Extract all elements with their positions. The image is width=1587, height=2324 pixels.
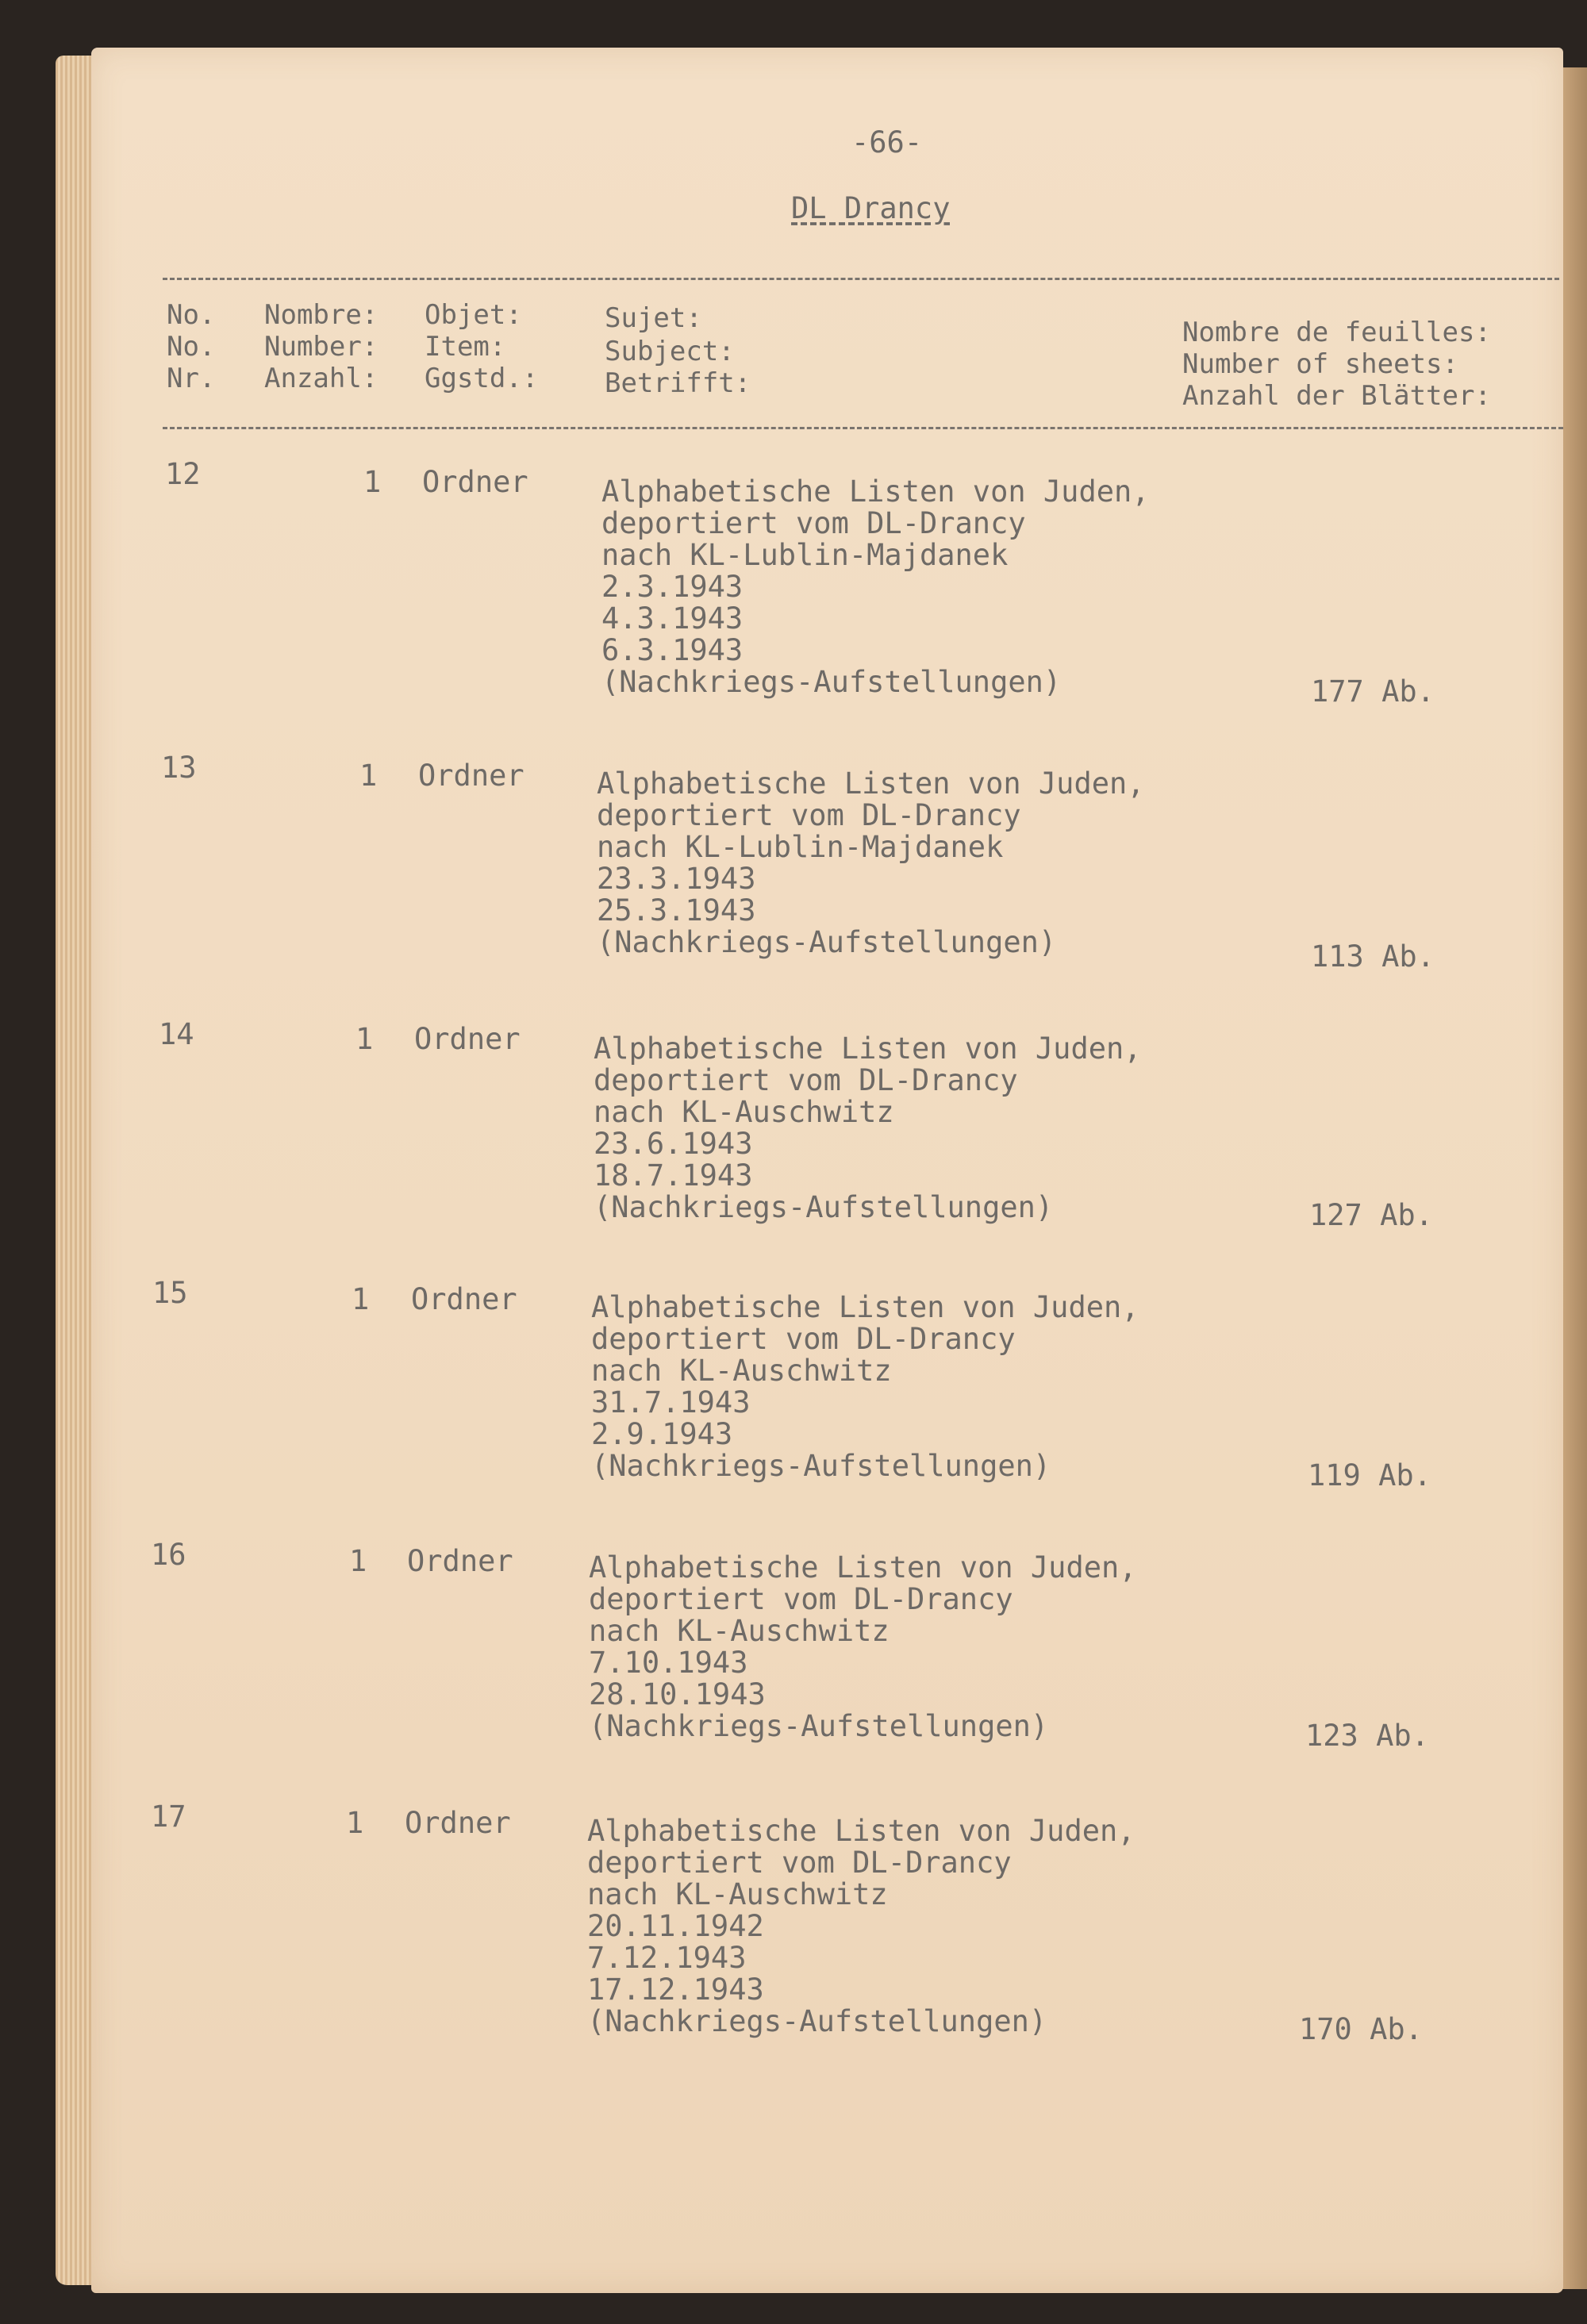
entry-subject-line: deportiert vom DL-Drancy bbox=[587, 1846, 1012, 1880]
entry-subject-line: Alphabetische Listen von Juden, bbox=[597, 766, 1145, 801]
entry-sheets: 119 Ab. bbox=[1308, 1458, 1431, 1492]
entry-subject-line: deportiert vom DL-Drancy bbox=[601, 506, 1026, 540]
entry-subject-line: 25.3.1943 bbox=[597, 893, 756, 928]
header-bottom-rule bbox=[163, 427, 1563, 429]
entry-subject-line: nach KL-Auschwitz bbox=[589, 1614, 890, 1648]
entry-sheets: 177 Ab. bbox=[1311, 674, 1435, 709]
entry-subject-line: Alphabetische Listen von Juden, bbox=[601, 474, 1150, 509]
entry-subject-line: Alphabetische Listen von Juden, bbox=[589, 1550, 1137, 1585]
entry-number: 15 bbox=[152, 1276, 188, 1310]
entry-subject-line: 17.12.1943 bbox=[587, 1973, 764, 2007]
entry-subject-line: (Nachkriegs-Aufstellungen) bbox=[587, 2004, 1047, 2038]
entry-number: 12 bbox=[165, 457, 201, 491]
entry-subject-line: deportiert vom DL-Drancy bbox=[594, 1063, 1018, 1097]
entry-item: Ordner bbox=[411, 1282, 517, 1316]
entry-subject-line: 23.6.1943 bbox=[594, 1127, 753, 1161]
entry-subject-line: deportiert vom DL-Drancy bbox=[591, 1322, 1016, 1356]
entry-subject-line: 20.11.1942 bbox=[587, 1909, 764, 1943]
entry-item: Ordner bbox=[414, 1022, 521, 1056]
entry-subject-line: (Nachkriegs-Aufstellungen) bbox=[594, 1190, 1054, 1224]
entry-subject-line: (Nachkriegs-Aufstellungen) bbox=[589, 1709, 1049, 1743]
entry-subject-line: deportiert vom DL-Drancy bbox=[597, 798, 1021, 832]
entry-subject-line: nach KL-Lublin-Majdanek bbox=[601, 538, 1009, 572]
entry-count: 1 bbox=[355, 1022, 374, 1056]
entry-subject-line: 2.9.1943 bbox=[591, 1417, 733, 1451]
entry-subject-line: nach KL-Auschwitz bbox=[594, 1095, 894, 1129]
entry-subject-line: 31.7.1943 bbox=[591, 1385, 751, 1419]
binding-edge bbox=[1562, 67, 1587, 2289]
entry-subject-line: nach KL-Auschwitz bbox=[587, 1877, 888, 1911]
entry-subject-line: nach KL-Auschwitz bbox=[591, 1354, 892, 1388]
entry-subject-line: 7.12.1943 bbox=[587, 1941, 747, 1975]
entry-sheets: 113 Ab. bbox=[1311, 939, 1435, 974]
entry-number: 16 bbox=[151, 1538, 186, 1572]
entry-subject-line: Alphabetische Listen von Juden, bbox=[591, 1290, 1139, 1324]
entry-item: Ordner bbox=[422, 465, 528, 499]
entry-item: Ordner bbox=[418, 759, 525, 793]
entry-subject-line: 2.3.1943 bbox=[601, 570, 744, 604]
entry-count: 1 bbox=[359, 759, 378, 793]
entry-number: 17 bbox=[151, 1800, 186, 1834]
entry-number: 14 bbox=[159, 1017, 194, 1051]
entry-item: Ordner bbox=[405, 1806, 511, 1840]
entry-count: 1 bbox=[349, 1544, 367, 1578]
entry-subject-line: deportiert vom DL-Drancy bbox=[589, 1582, 1013, 1616]
entry-number: 13 bbox=[161, 751, 197, 785]
entry-subject-line: 6.3.1943 bbox=[601, 633, 744, 667]
entry-count: 1 bbox=[363, 465, 382, 499]
entry-subject-line: 4.3.1943 bbox=[601, 601, 744, 636]
entry-sheets: 123 Ab. bbox=[1305, 1719, 1429, 1753]
entry-subject-line: 7.10.1943 bbox=[589, 1646, 748, 1680]
entry-subject-line: (Nachkriegs-Aufstellungen) bbox=[597, 925, 1057, 959]
page-number: -66- bbox=[851, 125, 923, 159]
entry-subject-line: 28.10.1943 bbox=[589, 1677, 766, 1711]
entry-subject-line: 18.7.1943 bbox=[594, 1158, 753, 1193]
header-top-rule bbox=[163, 278, 1559, 280]
entry-subject-line: Alphabetische Listen von Juden, bbox=[587, 1814, 1135, 1848]
entry-item: Ordner bbox=[407, 1544, 513, 1578]
entry-count: 1 bbox=[346, 1806, 364, 1840]
entry-subject-line: Alphabetische Listen von Juden, bbox=[594, 1031, 1142, 1066]
entry-subject-line: nach KL-Lublin-Majdanek bbox=[597, 830, 1004, 864]
entry-subject-line: 23.3.1943 bbox=[597, 862, 756, 896]
entry-sheets: 170 Ab. bbox=[1299, 2012, 1423, 2046]
entry-subject-line: (Nachkriegs-Aufstellungen) bbox=[591, 1449, 1051, 1483]
document-title: DL Drancy bbox=[791, 191, 951, 225]
entry-subject-line: (Nachkriegs-Aufstellungen) bbox=[601, 665, 1062, 699]
entry-count: 1 bbox=[352, 1282, 370, 1316]
entry-sheets: 127 Ab. bbox=[1309, 1198, 1433, 1232]
